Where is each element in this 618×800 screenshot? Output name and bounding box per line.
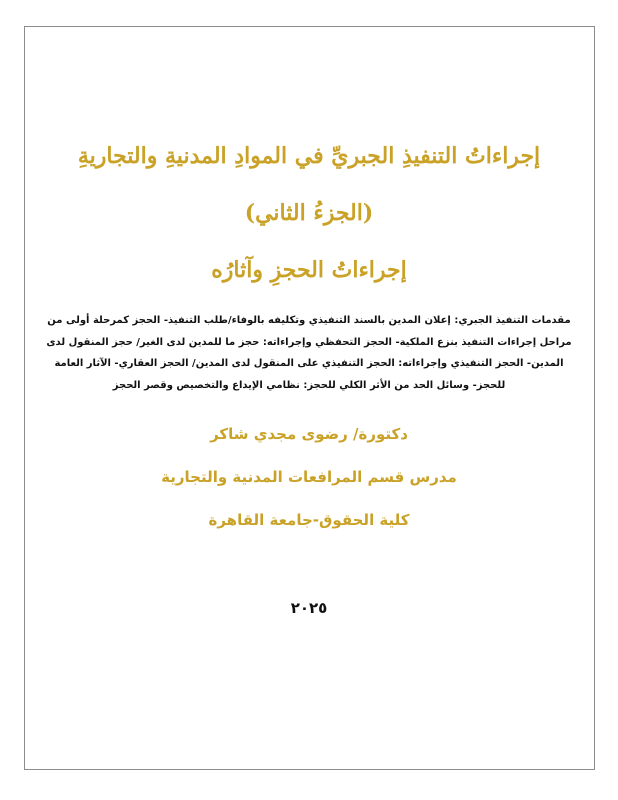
document-title: إجراءاتُ التنفيذِ الجبريِّ في الموادِ المدنيةِ والتجاريةِ [77,143,541,169]
author-position: مدرس قسم المرافعات المدنية والتجارية [161,468,457,486]
author-institution: كلية الحقوق-جامعة القاهرة [208,511,410,529]
part-label: (الجزءُ الثاني) [244,200,374,226]
page-border [24,26,595,770]
author-name: دكتورة/ رضوى مجدي شاكر [210,425,408,443]
document-subtitle: إجراءاتُ الحجزِ وآثارُه [211,257,407,283]
publication-year: ٢٠٢٥ [290,599,328,617]
contents-summary: مقدمات التنفيذ الجبري: إعلان المدين بالسند التنفيذي وتكليفه بالوفاء/طلب التنفيذ- الحجز كمرحلة أولى من مراحل إجراءات التنفيذ بنزع الملكية- الحجز التحفظي وإجراءاته: حجز ما للمدين لدى الغير/ حجز المنقول لدى المدين- الحجز التنفيذي وإجراءاته: الحجز التنفيذي على المنقول لدى المدين/ الحجز العقاري- الآثار العامة للحجز- وسائل الحد من الأثر الكلي للحجز: نظامي الإيداع والتخصيص وقصر الحجز [46,315,572,391]
